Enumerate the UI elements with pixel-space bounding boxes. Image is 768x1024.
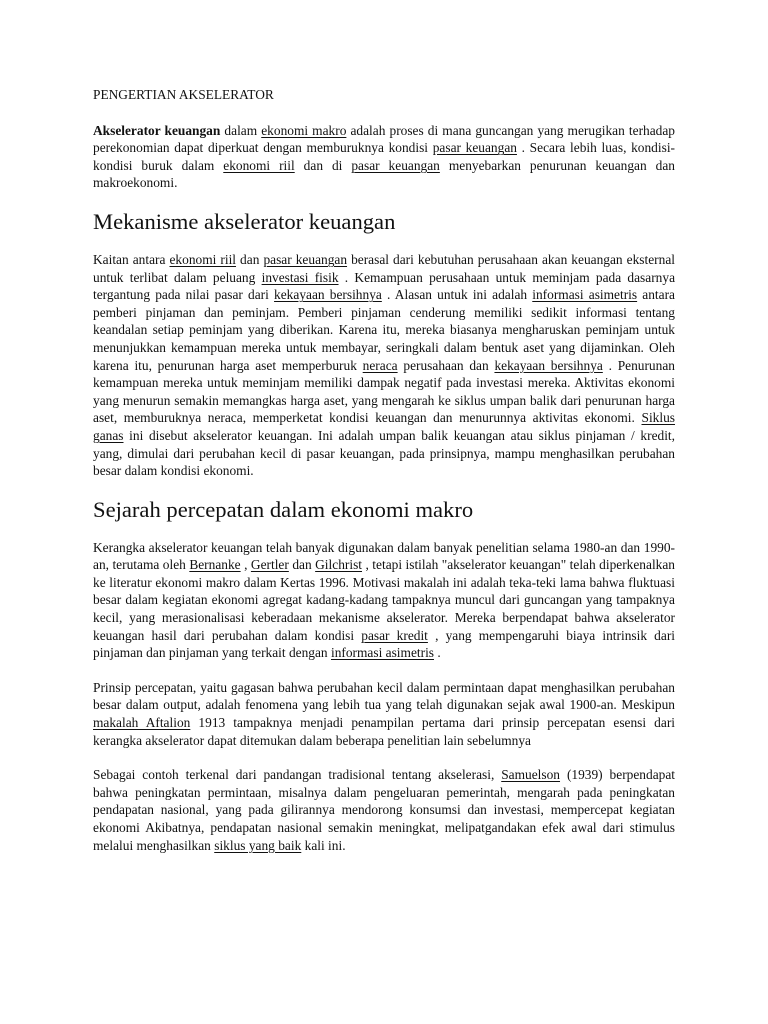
text-run: , tetapi istilah "akselerator keuangan" telah diperkenalkan ke literatur ekonomi makro dalam Kertas 1996. Motivasi makalah ini adalah teka-teki lama bahwa fluktuasi besar dalam kegiatan ekonomi agregat kadang-kadang tampaknya muncul dari guncangan yang tampaknya kecil, yang merasionalisasi keberadaan mekanisme akselerator. Mereka berpendapat bahwa akselerator keuangan hasil dari perubahan dalam kondisi: [93, 557, 675, 643]
link-gilchrist[interactable]: Gilchrist: [315, 557, 363, 573]
link-gertler[interactable]: Gertler: [250, 557, 289, 573]
text-run: adalah proses di mana guncangan yang merugikan terhadap perekonomian dapat diperkuat dengan memburuknya kondisi: [93, 122, 675, 156]
sejarah-paragraph-2: [93, 679, 675, 749]
sejarah-paragraph-3: [93, 766, 675, 854]
text-run: . Alasan untuk ini adalah: [381, 287, 533, 303]
link-investasi-fisik[interactable]: investasi fisik: [261, 269, 339, 285]
text-run: , yang mempengaruhi biaya intrinsik dari pinjaman dan pinjaman yang terkait dengan: [93, 627, 676, 661]
sejarah-paragraph-1: [93, 539, 675, 662]
link-ekonomi-riil[interactable]: ekonomi riil: [223, 157, 295, 173]
link-pasar-kredit[interactable]: pasar kredit: [361, 627, 428, 643]
text-run: dan di: [294, 157, 352, 173]
text-run: dan: [236, 251, 264, 267]
link-neraca[interactable]: neraca: [362, 357, 398, 373]
text-run: perusahaan dan: [397, 357, 495, 373]
text-run: . Secara lebih luas, kondisi-kondisi buruk dalam: [93, 140, 675, 173]
section-heading-sejarah: Sejarah percepatan dalam ekonomi makro: [93, 496, 474, 522]
link-informasi-asimetris[interactable]: informasi asimetris: [532, 287, 638, 303]
text-run: Kerangka akselerator keuangan telah banyak digunakan dalam banyak penelitian selama 1980-an dan 1990-an, terutama oleh: [93, 539, 675, 573]
text-run: Prinsip percepatan, yaitu gagasan bahwa perubahan kecil dalam permintaan dapat menghasilkan perubahan besar dalam output, adalah fenomena yang lebih tua yang telah digunakan sejak awal 1900-an. Meskipun: [93, 679, 675, 713]
link-ekonomi-riil[interactable]: ekonomi riil: [169, 251, 237, 267]
link-makalah-aftalion[interactable]: makalah Aftalion: [93, 715, 191, 731]
text-run: ini disebut akselerator keuangan. Ini adalah umpan balik keuangan atau siklus pinjaman / kredit, yang, dimulai dari perubahan kecil di pasar keuangan, pada prinsipnya, mampu menghasilkan perubahan besar dalam kondisi ekonomi.: [93, 427, 675, 479]
text-run: . Penurunan kemampuan mereka untuk meminjam memiliki dampak negatif pada investasi mereka. Aktivitas ekonomi yang menurun semakin memangkas harga aset, yang mengarah ke siklus umpan balik dari penurunan harga aset, memburuknya neraca, memperketat kondisi keuangan dan menurunnya aktivitas ekonomi.: [93, 357, 675, 426]
link-samuelson[interactable]: Samuelson: [501, 767, 561, 783]
text-run: dalam: [220, 122, 262, 138]
link-kekayaan-bersihnya-2[interactable]: kekayaan bersihnya: [494, 357, 603, 373]
text-run: menyebarkan penurunan keuangan dan makroekonomi.: [93, 157, 675, 191]
bold-term: Akselerator keuangan: [93, 122, 221, 138]
link-pasar-keuangan-2[interactable]: pasar keuangan: [351, 157, 440, 173]
link-pasar-keuangan[interactable]: pasar keuangan: [263, 251, 348, 267]
text-run: kali ini.: [301, 837, 346, 853]
text-run: . Kemampuan perusahaan untuk meminjam pada dasarnya tergantung pada nilai pasar dari: [93, 269, 676, 303]
link-informasi-asimetris[interactable]: informasi asimetris: [330, 645, 434, 661]
text-run: antara pemberi pinjaman dan peminjam. Pemberi pinjaman cenderung memiliki sedikit informasi tentang keandalan setiap peminjam yang diberikan. Karena itu, mereka biasanya mengharuskan peminjam untuk menunjukkan kemampuan mereka untuk membayar, seringkali dalam bentuk aset yang dijaminkan. Oleh karena itu, penurunan harga aset memperburuk: [93, 287, 675, 373]
text-run: .: [434, 645, 441, 661]
link-siklus-yang-baik[interactable]: siklus yang baik: [214, 837, 302, 853]
text-run: (1939) berpendapat bahwa peningkatan permintaan, misalnya dalam pengeluaran pemerintah, mengarah pada peningkatan pendapatan nasional, yang pada gilirannya mendorong konsumsi dan investasi, mempercepat kegiatan ekonomi Akibatnya, pendapatan nasional semakin meningkat, melipatgandakan efek awal dari stimulus melalui menghasilkan: [93, 767, 675, 853]
text-run: Sebagai contoh terkenal dari pandangan tradisional tentang akselerasi,: [93, 767, 502, 783]
link-pasar-keuangan[interactable]: pasar keuangan: [432, 140, 517, 156]
text-run: berasal dari kebutuhan perusahaan akan keuangan eksternal untuk terlibat dalam peluang: [93, 251, 675, 285]
section-heading-mekanisme: Mekanisme akselerator keuangan: [93, 208, 396, 234]
text-run: ,: [240, 557, 251, 573]
text-run: 1913 tampaknya menjadi penampilan pertama dari prinsip percepatan esensi dari kerangka akselerator dapat ditemukan dalam beberapa penelitian lain sebelumnya: [93, 715, 675, 748]
text-run: dan: [288, 557, 316, 573]
link-kekayaan-bersihnya[interactable]: kekayaan bersihnya: [274, 287, 382, 303]
document-title: PENGERTIAN AKSELERATOR: [93, 87, 274, 102]
text-run: Kaitan antara: [93, 251, 170, 267]
mekanisme-paragraph: [93, 251, 675, 480]
link-siklus-ganas[interactable]: Siklus ganas: [93, 410, 675, 443]
link-bernanke[interactable]: Bernanke: [189, 557, 241, 573]
intro-paragraph: [93, 122, 675, 192]
link-ekonomi-makro[interactable]: ekonomi makro: [261, 122, 347, 138]
